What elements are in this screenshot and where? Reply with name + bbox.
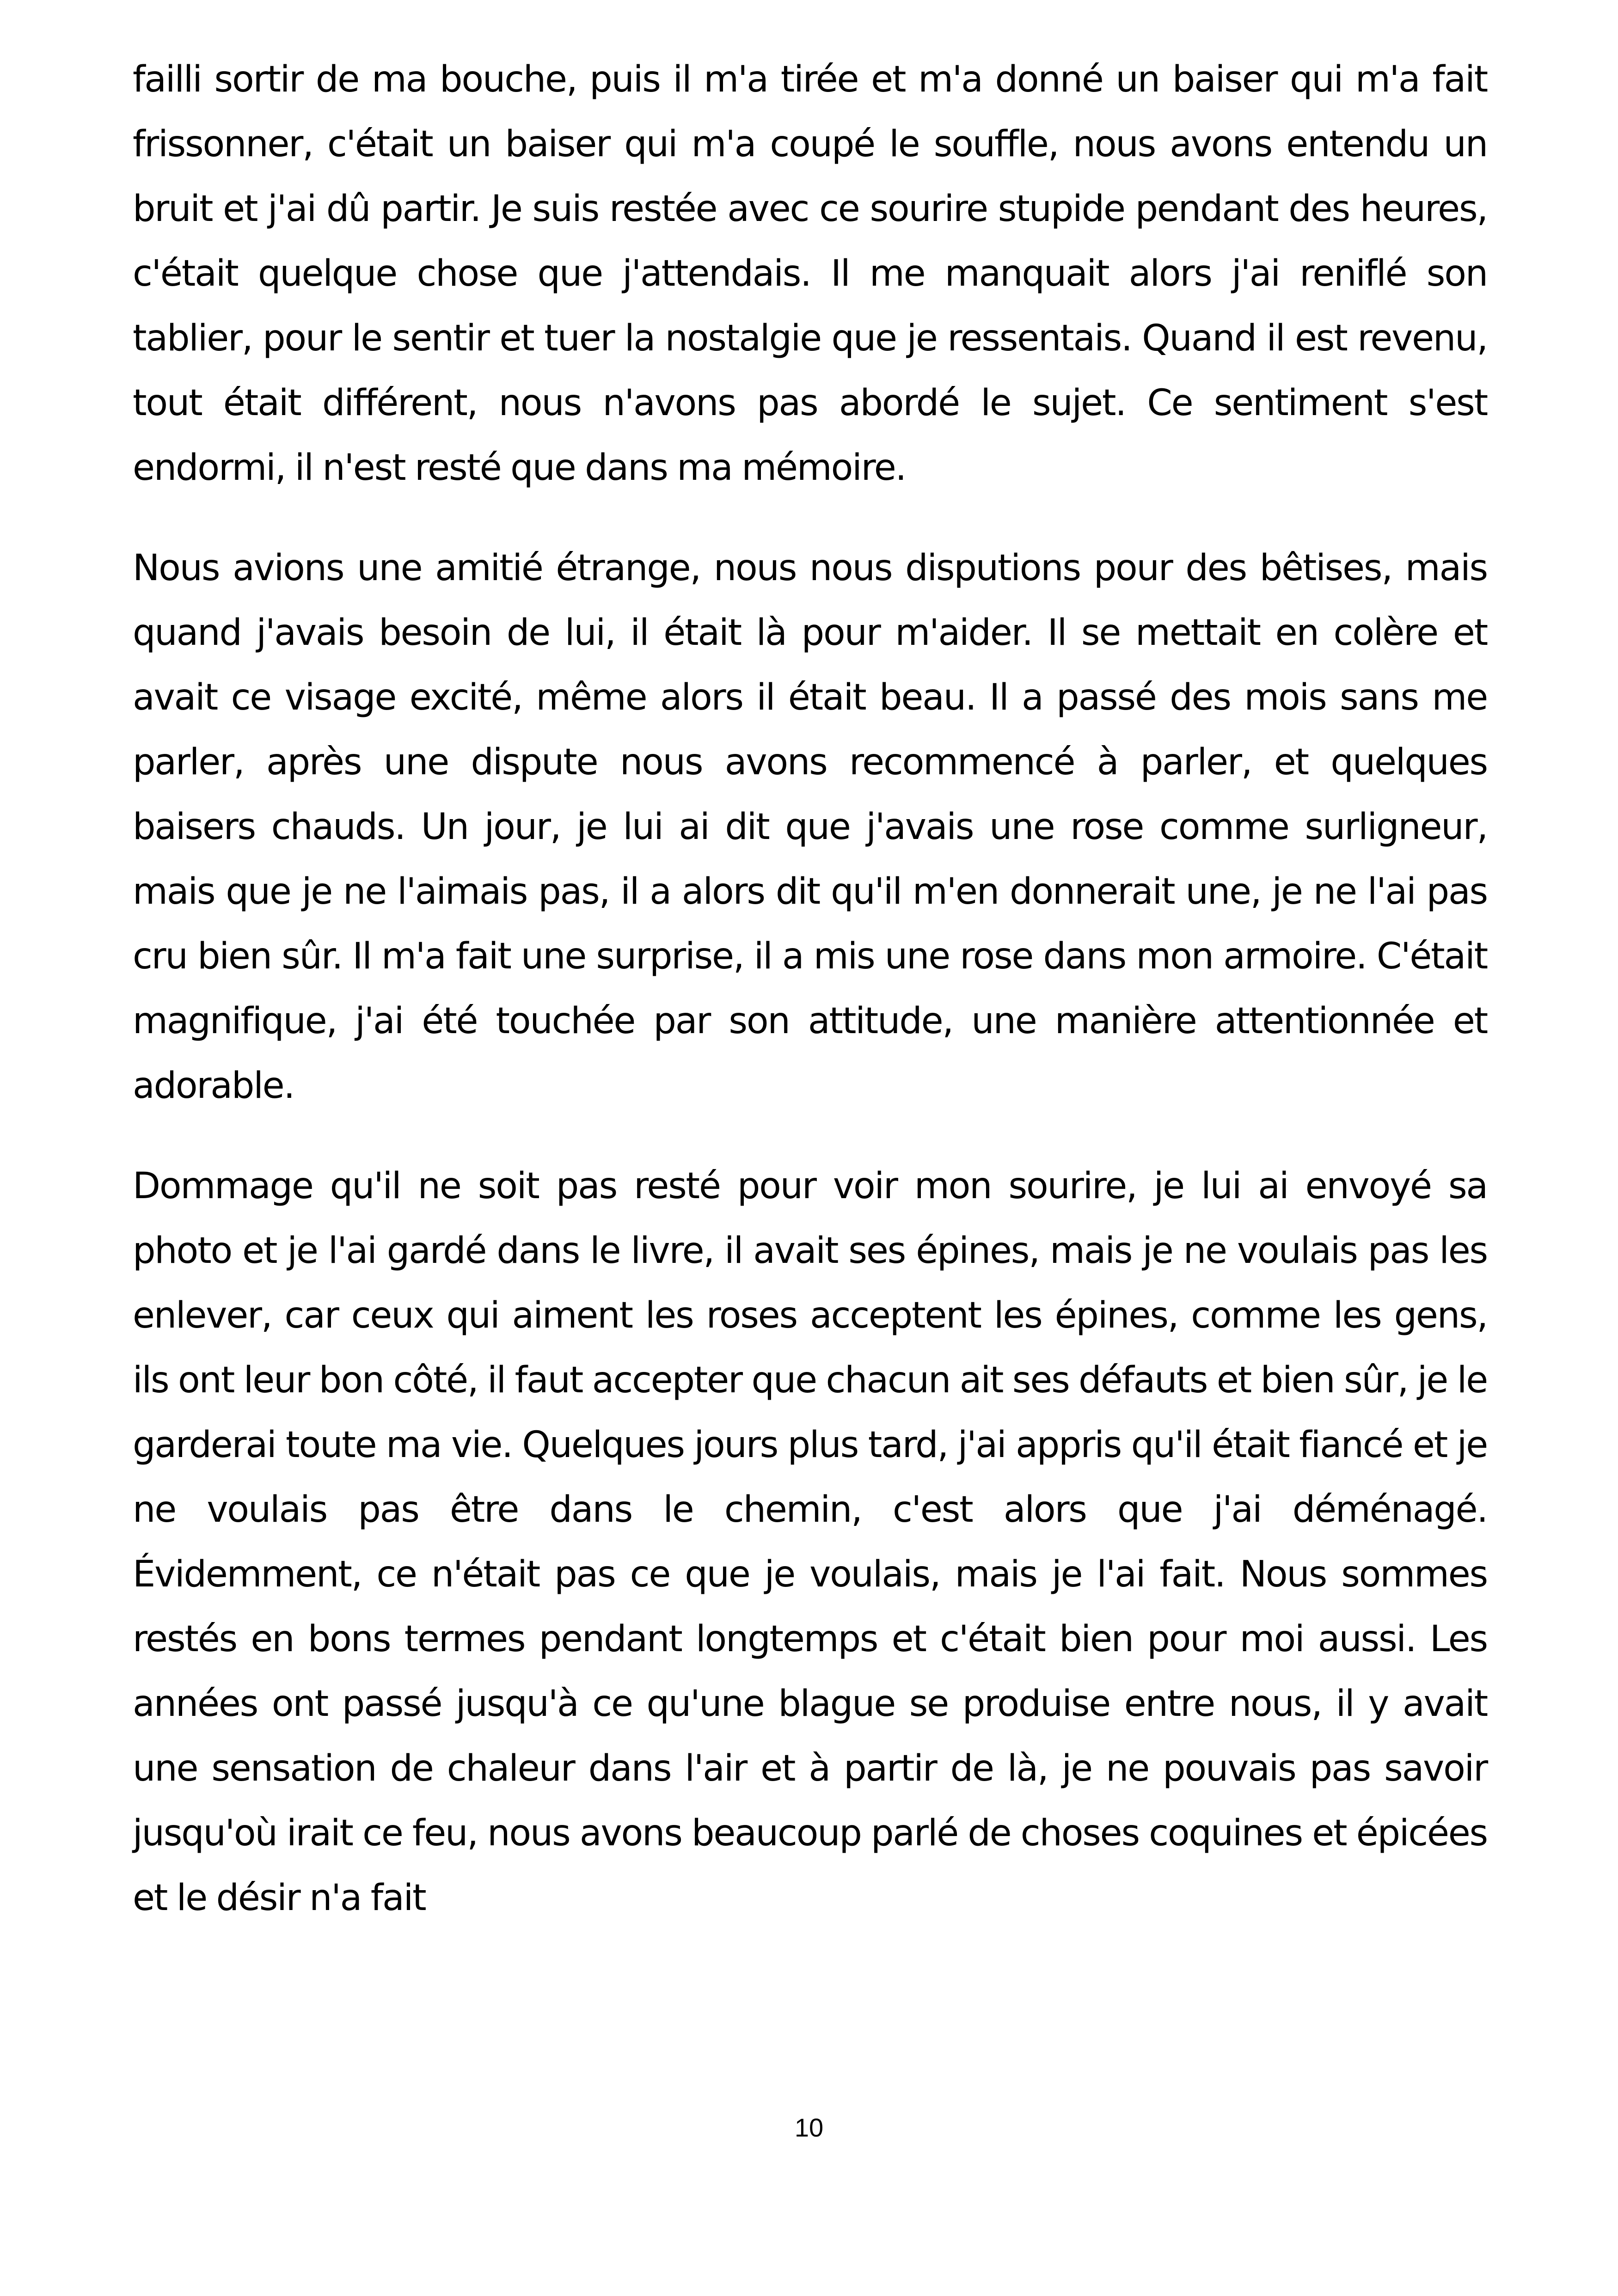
paragraph-2: Nous avions une amitié étrange, nous nous disputions pour des bêtises, mais quand j'avais besoin de lui, il était là pour m'aider. Il se mettait en colère et avait ce visage excité, même alors il était beau. Il a passé des mois sans me parler, après une dispute nous avons recommencé à parler, et quelques baisers chauds. Un jour, je lui ai dit que j'avais une rose comme surligneur, mais que je ne l'aimais pas, il a alors dit qu'il m'en donnerait une, je ne l'ai pas cru bien sûr. Il m'a fait une surprise, il a mis une rose dans mon armoire. C'était magnifique, j'ai été touchée par son attitude, une manière attentionnée et adorable.	[133, 547, 1487, 1107]
paragraph-1: failli sortir de ma bouche, puis il m'a tirée et m'a donné un baiser qui m'a fait frissonner, c'était un baiser qui m'a coupé le souffle, nous avons entendu un bruit et j'ai dû partir. Je suis restée avec ce sourire stupide pendant des heures, c'était quelque chose que j'attendais. Il me manquait alors j'ai reniflé son tablier, pour le sentir et tuer la nostalgie que je ressentais. Quand il est revenu, tout était différent, nous n'avons pas abordé le sujet. Ce sentiment s'est endormi, il n'est resté que dans ma mémoire.	[133, 59, 1487, 489]
body-text	[133, 47, 1487, 1966]
page-number: 10	[794, 2113, 824, 2142]
paragraph-3: Dommage qu'il ne soit pas resté pour voir mon sourire, je lui ai envoyé sa photo et je l'ai gardé dans le livre, il avait ses épines, mais je ne voulais pas les enlever, car ceux qui aiment les roses acceptent les épines, comme les gens, ils ont leur bon côté, il faut accepter que chacun ait ses défauts et bien sûr, je le garderai toute ma vie. Quelques jours plus tard, j'ai appris qu'il était fiancé et je ne voulais pas être dans le chemin, c'est alors que j'ai déménagé. Évidemment, ce n'était pas ce que je voulais, mais je l'ai fait. Nous sommes restés en bons termes pendant longtemps et c'était bien pour moi aussi. Les années ont passé jusqu'à ce qu'une blague se produise entre nous, il y avait une sensation de chaleur dans l'air et à partir de là, je ne pouvais pas savoir jusqu'où irait ce feu, nous avons beaucoup parlé de choses coquines et épicées et le désir n'a fait	[133, 1165, 1487, 1919]
